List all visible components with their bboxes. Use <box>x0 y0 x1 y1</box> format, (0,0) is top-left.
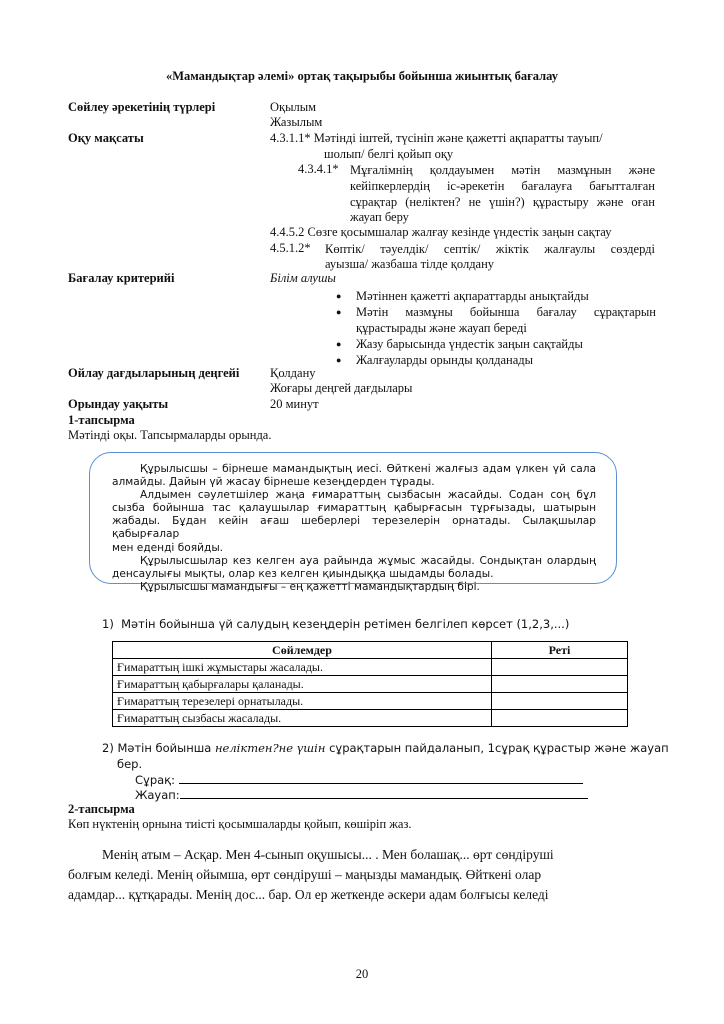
criteria-label: Бағалау критерийі <box>68 271 175 285</box>
criteria-intro: Білім алушы <box>270 271 336 285</box>
text-line: алмайды. Дайын үй жасау бірнеше кезеңдерден тұрады. <box>112 476 435 489</box>
level-value-2: Жоғары деңгей дағдылары <box>270 381 413 395</box>
criteria-list <box>336 288 656 368</box>
task2-text <box>68 845 642 905</box>
question-1 <box>102 617 569 631</box>
goal-text: жауап беру <box>350 210 409 224</box>
text-line: адамдар... құтқарады. Менің дос... бар. Ол ер жеткенде әскери адам болғысы келеді <box>68 887 549 902</box>
table-cell: Ғимараттың сызбасы жасалады. <box>113 710 492 727</box>
task2-heading: 2-тапсырма <box>68 802 135 816</box>
level-value-1: Қолдану <box>270 366 316 380</box>
order-cell[interactable] <box>492 710 628 727</box>
text-line: Алдымен сәулетшілер жаңа ғимараттың сызбасын жасайды. Содан соң бұл <box>140 489 596 502</box>
order-cell[interactable] <box>492 693 628 710</box>
task2-instruction: Көп нүктенің орнына тиісті қосымшаларды қойып, көшіріп жаз. <box>68 817 412 831</box>
text-line: Менің атым – Асқар. Мен 4-сынып оқушысы... . Мен болашақ... өрт сөндіруші <box>102 847 554 862</box>
goal-3 <box>270 225 655 240</box>
text-line: болғым келеді. Менің ойымша, өрт сөндіруші – маңызды мамандық. Өйткені олар <box>68 867 542 882</box>
column-header: Реті <box>492 642 628 659</box>
order-table <box>112 641 628 727</box>
text-line: жабады. Бұдан кейін ағаш шеберлері терезелерін орнатады. Сылақшылар қабырғалар <box>112 515 596 541</box>
goals-label: Оқу мақсаты <box>68 131 144 145</box>
table-header-row <box>113 642 628 659</box>
task1-instruction: Мәтінді оқы. Тапсырмаларды орында. <box>68 428 272 442</box>
table-row <box>113 710 628 727</box>
page-title: «Мамандықтар әлемі» ортақ тақырыбы бойынша жиынтық бағалау <box>165 69 559 83</box>
question-answer-line[interactable] <box>179 771 583 784</box>
question-text: Мәтін бойынша үй салудың кезеңдерін ретімен белгілеп көрсет (1,2,3,...) <box>121 617 570 631</box>
column-header: Сөйлемдер <box>113 642 492 659</box>
goal-text: Сөзге қосымшалар жалғау кезінде үндестік заңын сақтау <box>307 225 612 239</box>
time-label: Орындау уақыты <box>68 397 169 411</box>
question-number: 1) <box>102 617 114 631</box>
criteria-item: ● Жазу барысында үндестік заңын сақтайды <box>336 336 656 352</box>
reading-text-box <box>89 452 617 593</box>
text-line: Құрылысшы – бірнеше мамандықтың иесі. Өйткені жалғыз адам үлкен үй сала <box>140 463 596 475</box>
info-section <box>68 100 658 430</box>
reading-text <box>112 463 596 594</box>
question-number: 2) <box>102 741 114 755</box>
goal-text: ауызша/ жазбаша тілде қолдану <box>325 257 495 271</box>
text-line: мен еденді бояйды. <box>112 541 224 554</box>
goal-code: 4.3.4.1* <box>298 162 339 176</box>
page-number: 20 <box>355 967 369 981</box>
criteria-item: ● Мәтін мазмұны бойынша бағалау сұрақтарын құрастырады және жауап береді <box>336 304 656 336</box>
table-cell: Ғимараттың ішкі жұмыстары жасалады. <box>113 659 492 676</box>
goal-code: 4.3.1.1* <box>270 131 311 145</box>
order-cell[interactable] <box>492 659 628 676</box>
question-text: Мәтін бойынша <box>117 741 215 755</box>
goal-text: кейіпкерлердің іс-әрекетін бағалауға бағытталған <box>350 179 655 193</box>
text-line: денсаулығы мықты, олар кез келген қиындыққа шыдамды болады. <box>112 567 494 580</box>
speech-label: Сөйлеу әрекетінің түрлері <box>68 100 216 114</box>
table-cell: Ғимараттың қабырғалары қаланады. <box>113 676 492 693</box>
goal-text: шолып/ белгі қойып оқу <box>324 147 454 161</box>
table-row <box>113 659 628 676</box>
task1-heading: 1-тапсырма <box>68 413 135 427</box>
goal-text: Көптік/ тәуелдік/ септік/ жіктік жалғаулы сөздерді <box>325 242 655 256</box>
table-cell: Ғимараттың терезелері орнатылады. <box>113 693 492 710</box>
text-line: Құрылысшылар кез келген ауа райында жұмыс жасайды. Сондықтан олардың <box>140 554 596 567</box>
question-italic: неліктен?не үшін <box>214 741 326 755</box>
goal-code: 4.4.5.2 <box>270 225 305 239</box>
table-row <box>113 693 628 710</box>
answer-line[interactable] <box>180 786 588 799</box>
question-row <box>135 771 583 787</box>
speech-value-1: Оқылым <box>270 100 317 114</box>
text-line: Құрылысшы мамандығы – ең қажетті мамандықтардың бірі. <box>140 580 480 593</box>
question-text: бер. <box>117 757 143 771</box>
goal-text: сұрақтар (неліктен? не үшін?) құрастыру және оған <box>350 195 655 209</box>
order-cell[interactable] <box>492 676 628 693</box>
question-text: сұрақтарын пайдаланып, 1сұрақ құрастыр және жауап <box>325 741 669 755</box>
question-2 <box>102 740 669 772</box>
goal-text: Мәтінді іштей, түсініп және қажетті ақпаратты тауып/ <box>313 131 603 145</box>
table-row <box>113 676 628 693</box>
question-label: Сұрақ: <box>135 773 176 787</box>
text-line: сызба бойынша тас қалаушылар ғимараттың қабырғасын тұрғызады, шатырын <box>112 502 596 515</box>
levels-label: Ойлау дағдыларының деңгейі <box>68 366 240 380</box>
criteria-item: ● Мәтіннен қажетті ақпараттарды анықтайды <box>336 288 656 304</box>
goal-text: Мұғалімнің қолдауымен мәтін мазмұнын және <box>350 163 655 177</box>
answer-row <box>135 786 588 802</box>
time-value: 20 минут <box>270 397 319 411</box>
criteria-item: ● Жалғауларды орынды қолданады <box>336 352 656 368</box>
speech-value-2: Жазылым <box>270 115 323 129</box>
goal-code: 4.5.1.2* <box>270 241 311 255</box>
answer-label: Жауап: <box>135 788 180 802</box>
